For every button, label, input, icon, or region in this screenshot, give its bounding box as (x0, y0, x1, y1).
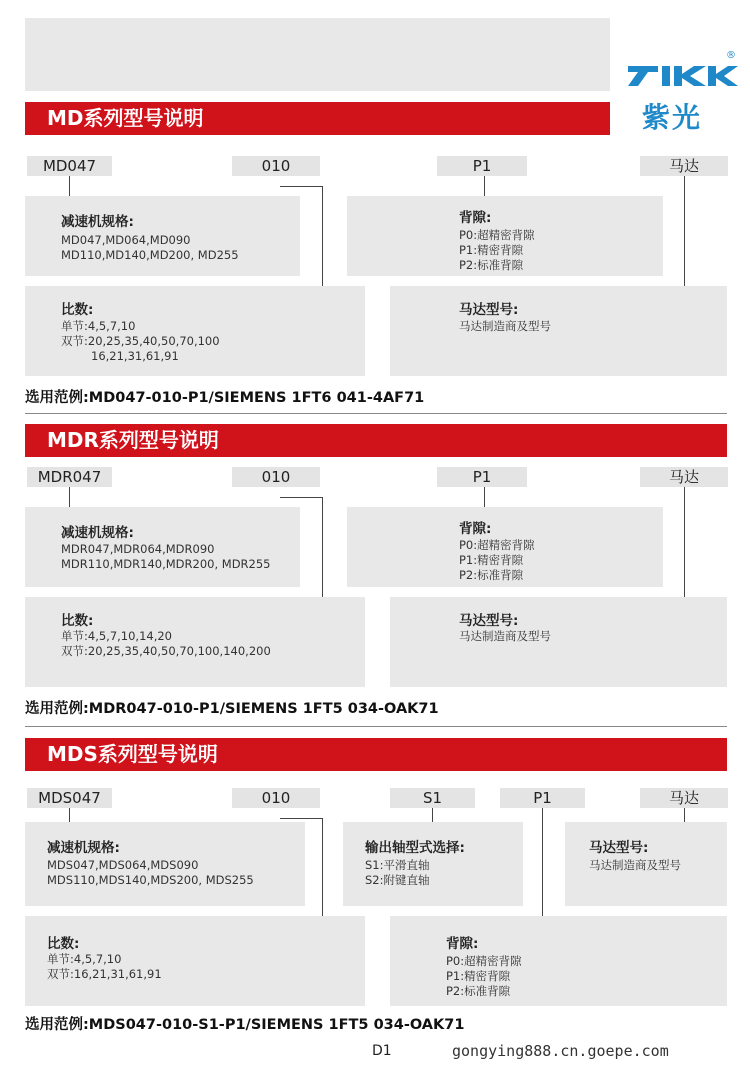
page-number: D1 (372, 1043, 392, 1059)
box-title: 背隙: (446, 936, 479, 952)
box-line: 马达制造商及型号 (459, 319, 551, 333)
box-title: 背隙: (459, 210, 492, 226)
header-placeholder-box (25, 18, 610, 91)
code-backlash: P1 (437, 467, 527, 487)
selection-example: 选用范例:MDR047-010-P1/SIEMENS 1FT5 034-OAK71 (25, 701, 439, 717)
box-title: 马达型号: (459, 613, 519, 629)
box-line: MDR110,MDR140,MDR200, MDR255 (61, 557, 271, 571)
box-line: P1:精密背隙 (459, 243, 524, 257)
connector-line (684, 176, 685, 286)
connector-line (322, 818, 323, 916)
box-title: 输出轴型式选择: (365, 840, 465, 856)
connector-line (542, 808, 543, 916)
box-title: 马达型号: (589, 840, 649, 856)
box-line: S1:平滑直轴 (365, 858, 430, 872)
box-title: 减速机规格: (47, 840, 120, 856)
box-line: 单节:4,5,7,10 (61, 319, 136, 333)
connector-line (69, 176, 70, 196)
box-line: MD047,MD064,MD090 (61, 233, 191, 247)
code-model: MD047 (27, 156, 112, 176)
backlash-box (347, 196, 663, 276)
connector-line (280, 497, 322, 498)
connector-line (484, 487, 485, 507)
box-line: P2:标准背隙 (446, 984, 511, 998)
motor-box (565, 822, 727, 906)
connector-line (684, 487, 685, 597)
box-line: MD110,MD140,MD200, MD255 (61, 248, 239, 262)
code-shaft: S1 (390, 788, 475, 808)
box-line: 双节:20,25,35,40,50,70,100 (61, 334, 220, 348)
box-title: 马达型号: (459, 302, 519, 318)
box-title: 背隙: (459, 521, 492, 537)
source-url[interactable]: gongying888.cn.goepe.com (452, 1042, 669, 1060)
code-motor: 马达 (640, 788, 728, 808)
box-title: 比数: (61, 613, 94, 629)
connector-line (684, 808, 685, 822)
section-divider (25, 413, 727, 414)
box-line: 双节:16,21,31,61,91 (47, 967, 162, 981)
code-backlash: P1 (500, 788, 585, 808)
box-line: P0:超精密背隙 (459, 538, 535, 552)
box-line: 单节:4,5,7,10,14,20 (61, 629, 173, 643)
box-title: 比数: (47, 936, 80, 952)
selection-example: 选用范例:MD047-010-P1/SIEMENS 1FT6 041-4AF71 (25, 390, 425, 406)
tik-logo-icon (628, 60, 740, 92)
box-line: S2:附键直轴 (365, 873, 430, 887)
box-line: 马达制造商及型号 (589, 858, 681, 872)
box-title: 减速机规格: (61, 214, 134, 230)
box-title: 比数: (61, 302, 94, 318)
code-motor: 马达 (640, 156, 728, 176)
brand-logo (628, 50, 740, 138)
code-model: MDR047 (27, 467, 112, 487)
reducer-spec-box (25, 196, 300, 276)
ratio-box (25, 597, 365, 687)
section-title-mds: MDS系列型号说明 (25, 738, 727, 771)
box-line: 单节:4,5,7,10 (47, 952, 122, 966)
section-divider (25, 726, 727, 727)
code-ratio: 010 (232, 788, 320, 808)
code-backlash: P1 (437, 156, 527, 176)
box-line: P1:精密背隙 (446, 969, 511, 983)
registered-mark: ® (726, 50, 736, 61)
motor-box (390, 597, 727, 687)
code-ratio: 010 (232, 467, 320, 487)
connector-line (69, 808, 70, 822)
motor-box (390, 286, 727, 376)
backlash-box (347, 507, 663, 587)
box-title: 减速机规格: (61, 525, 134, 541)
box-line: 16,21,31,61,91 (91, 349, 179, 363)
ratio-box (25, 286, 365, 376)
box-line: 双节:20,25,35,40,50,70,100,140,200 (61, 644, 271, 658)
code-model: MDS047 (27, 788, 112, 808)
box-line: MDS110,MDS140,MDS200, MDS255 (47, 873, 254, 887)
code-motor: 马达 (640, 467, 728, 487)
connector-line (484, 176, 485, 196)
section-title-mdr: MDR系列型号说明 (25, 424, 727, 457)
section-title-md: MD系列型号说明 (25, 102, 610, 135)
box-line: P0:超精密背隙 (459, 228, 535, 242)
box-line: P2:标准背隙 (459, 568, 524, 582)
box-line: MDR047,MDR064,MDR090 (61, 542, 215, 556)
code-ratio: 010 (232, 156, 320, 176)
connector-line (280, 818, 322, 819)
reducer-spec-box (25, 507, 300, 587)
box-line: P2:标准背隙 (459, 258, 524, 272)
box-line: P1:精密背隙 (459, 553, 524, 567)
box-line: P0:超精密背隙 (446, 954, 522, 968)
box-line: MDS047,MDS064,MDS090 (47, 858, 199, 872)
shaft-type-box (343, 822, 523, 906)
ratio-box (25, 916, 365, 1006)
backlash-box (390, 916, 727, 1006)
connector-line (322, 497, 323, 597)
connector-line (69, 487, 70, 507)
connector-line (322, 186, 323, 286)
connector-line (432, 808, 433, 822)
selection-example: 选用范例:MDS047-010-S1-P1/SIEMENS 1FT5 034-OAK71 (25, 1017, 465, 1033)
connector-line (280, 186, 322, 187)
brand-name: 紫光 (642, 101, 703, 134)
box-line: 马达制造商及型号 (459, 629, 551, 643)
reducer-spec-box (25, 822, 305, 906)
